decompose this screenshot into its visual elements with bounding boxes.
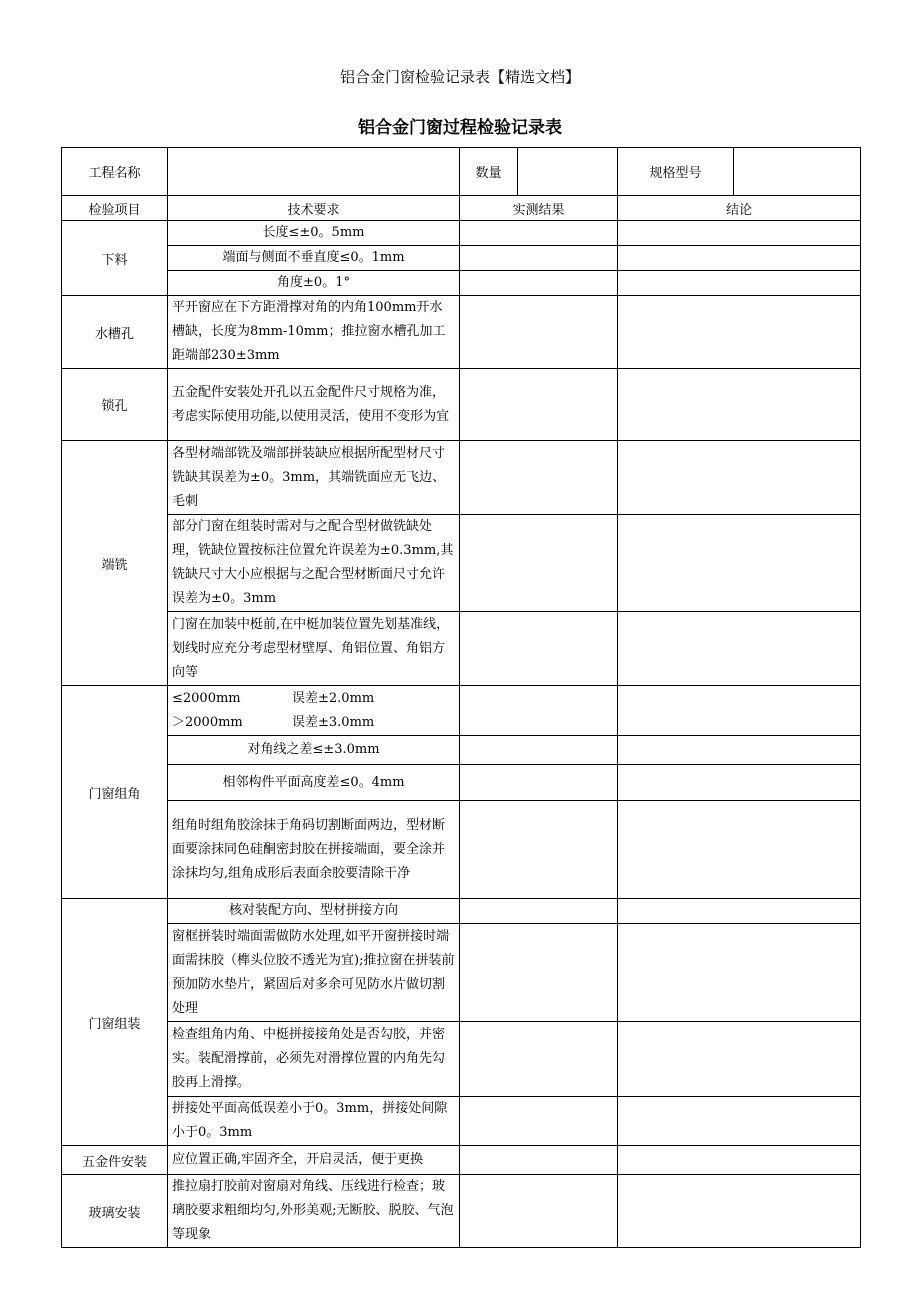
project-info-row xyxy=(62,148,861,196)
requirement-text: 各型材端部铣及端部拼装缺应根据所配型材尺寸铣缺其误差为±0。3mm，其端铣面应无飞边、毛刺 xyxy=(168,441,460,515)
category-frame-assembly: 门窗组装 xyxy=(62,899,168,1146)
table-row xyxy=(62,515,861,612)
requirement-text: 角度±0。1° xyxy=(168,271,460,296)
column-header-requirement: 技术要求 xyxy=(168,196,460,221)
result-cell[interactable] xyxy=(460,369,618,441)
result-cell[interactable] xyxy=(460,1022,618,1097)
column-header-row xyxy=(62,196,861,221)
tolerance-error-1: 误差±2.0mm xyxy=(292,690,375,706)
spec-model-label: 规格型号 xyxy=(618,148,734,196)
conclusion-cell[interactable] xyxy=(618,612,861,686)
requirement-text: 相邻构件平面高度差≤0。4mm xyxy=(168,765,460,801)
column-header-item: 检验项目 xyxy=(62,196,168,221)
table-row xyxy=(62,1097,861,1146)
conclusion-cell[interactable] xyxy=(618,369,861,441)
result-cell[interactable] xyxy=(460,221,618,246)
result-cell[interactable] xyxy=(460,246,618,271)
requirement-text: 长度≤±0。5mm xyxy=(168,221,460,246)
table-row xyxy=(62,1022,861,1097)
result-cell[interactable] xyxy=(460,271,618,296)
result-cell[interactable] xyxy=(460,1097,618,1146)
requirement-text: 窗框拼装时端面需做防水处理,如平开窗拼接时端面需抹胶（榫头位胶不透光为宜);推拉窗在拼装前预加防水垫片，紧固后对多余可见防水片做切割处理 xyxy=(168,924,460,1022)
tolerance-size-2: ＞2000mm xyxy=(172,714,243,730)
result-cell[interactable] xyxy=(460,765,618,801)
table-row xyxy=(62,221,861,246)
requirement-text: 组角时组角胶涂抹于角码切割断面两边，型材断面要涂抹同色硅酮密封胶在拼接端面，要全涂并涂抹均匀,组角成形后表面余胶要清除干净 xyxy=(168,801,460,899)
tolerance-rule xyxy=(168,686,460,736)
result-cell[interactable] xyxy=(460,924,618,1022)
tolerance-size-1: ≤2000mm xyxy=(172,690,241,706)
quantity-label: 数量 xyxy=(460,148,518,196)
category-drain-hole: 水槽孔 xyxy=(62,296,168,369)
requirement-text: 对角线之差≤±3.0mm xyxy=(168,736,460,765)
table-row xyxy=(62,612,861,686)
document-title: 铝合金门窗过程检验记录表 xyxy=(358,118,562,138)
result-cell[interactable] xyxy=(460,899,618,924)
conclusion-cell[interactable] xyxy=(618,515,861,612)
conclusion-cell[interactable] xyxy=(618,765,861,801)
category-end-milling: 端铣 xyxy=(62,441,168,686)
document-header: 铝合金门窗检验记录表【精选文档】 xyxy=(339,68,580,86)
result-cell[interactable] xyxy=(460,612,618,686)
table-row xyxy=(62,369,861,441)
requirement-text: 端面与侧面不垂直度≤0。1mm xyxy=(168,246,460,271)
conclusion-cell[interactable] xyxy=(618,271,861,296)
project-name-field[interactable] xyxy=(168,148,460,196)
table-row xyxy=(62,1175,861,1248)
requirement-text: 应位置正确,牢固齐全，开启灵活，便于更换 xyxy=(168,1146,460,1175)
conclusion-cell[interactable] xyxy=(618,686,861,736)
result-cell[interactable] xyxy=(460,686,618,736)
category-hardware-install: 五金件安装 xyxy=(62,1146,168,1175)
conclusion-cell[interactable] xyxy=(618,296,861,369)
table-row xyxy=(62,686,861,736)
conclusion-cell[interactable] xyxy=(618,441,861,515)
column-header-result: 实测结果 xyxy=(460,196,618,221)
table-row xyxy=(62,899,861,924)
conclusion-cell[interactable] xyxy=(618,1097,861,1146)
conclusion-cell[interactable] xyxy=(618,899,861,924)
result-cell[interactable] xyxy=(460,736,618,765)
requirement-text: 核对装配方向、型材拼接方向 xyxy=(168,899,460,924)
result-cell[interactable] xyxy=(460,801,618,899)
table-row xyxy=(62,765,861,801)
table-row xyxy=(62,296,861,369)
column-header-conclusion: 结论 xyxy=(618,196,861,221)
inspection-table xyxy=(61,147,861,1248)
requirement-text: 检查组角内角、中梃拼接接角处是否勾胶，并密实。装配滑撑前，必须先对滑撑位置的内角先勾胶再上滑撑。 xyxy=(168,1022,460,1097)
category-lock-hole: 锁孔 xyxy=(62,369,168,441)
project-name-label: 工程名称 xyxy=(62,148,168,196)
result-cell[interactable] xyxy=(460,441,618,515)
requirement-text: 推拉扇打胶前对窗扇对角线、压线进行检查；玻璃胶要求粗细均匀,外形美观;无断胶、脱胶、气泡等现象 xyxy=(168,1175,460,1248)
table-row xyxy=(62,924,861,1022)
conclusion-cell[interactable] xyxy=(618,924,861,1022)
requirement-text: 部分门窗在组装时需对与之配合型材做铣缺处理，铣缺位置按标注位置允许误差为±0.3mm,其铣缺尺寸大小应根据与之配合型材断面尺寸允许误差为±0。3mm xyxy=(168,515,460,612)
result-cell[interactable] xyxy=(460,515,618,612)
tolerance-error-2: 误差±3.0mm xyxy=(292,714,375,730)
result-cell[interactable] xyxy=(460,296,618,369)
category-corner-assembly: 门窗组角 xyxy=(62,686,168,899)
requirement-text: 平开窗应在下方距滑撑对角的内角100mm开水槽缺，长度为8mm-10mm；推拉窗水槽孔加工距端部230±3mm xyxy=(168,296,460,369)
table-row xyxy=(62,271,861,296)
requirement-text: 门窗在加装中梃前,在中梃加装位置先划基准线，划线时应充分考虑型材壁厚、角铝位置、角铝方向等 xyxy=(168,612,460,686)
conclusion-cell[interactable] xyxy=(618,736,861,765)
table-row xyxy=(62,736,861,765)
result-cell[interactable] xyxy=(460,1175,618,1248)
conclusion-cell[interactable] xyxy=(618,1022,861,1097)
conclusion-cell[interactable] xyxy=(618,1146,861,1175)
conclusion-cell[interactable] xyxy=(618,246,861,271)
result-cell[interactable] xyxy=(460,1146,618,1175)
category-cutting: 下料 xyxy=(62,221,168,296)
table-row xyxy=(62,1146,861,1175)
table-row xyxy=(62,246,861,271)
quantity-field[interactable] xyxy=(518,148,618,196)
requirement-text: 五金配件安装处开孔以五金配件尺寸规格为准，考虑实际使用功能,以使用灵活，使用不变形为宜 xyxy=(168,369,460,441)
conclusion-cell[interactable] xyxy=(618,1175,861,1248)
category-glass-install: 玻璃安装 xyxy=(62,1175,168,1248)
table-row xyxy=(62,441,861,515)
conclusion-cell[interactable] xyxy=(618,221,861,246)
requirement-text: 拼接处平面高低误差小于0。3mm，拼接处间隙小于0。3mm xyxy=(168,1097,460,1146)
table-row xyxy=(62,801,861,899)
spec-model-field[interactable] xyxy=(734,148,861,196)
conclusion-cell[interactable] xyxy=(618,801,861,899)
